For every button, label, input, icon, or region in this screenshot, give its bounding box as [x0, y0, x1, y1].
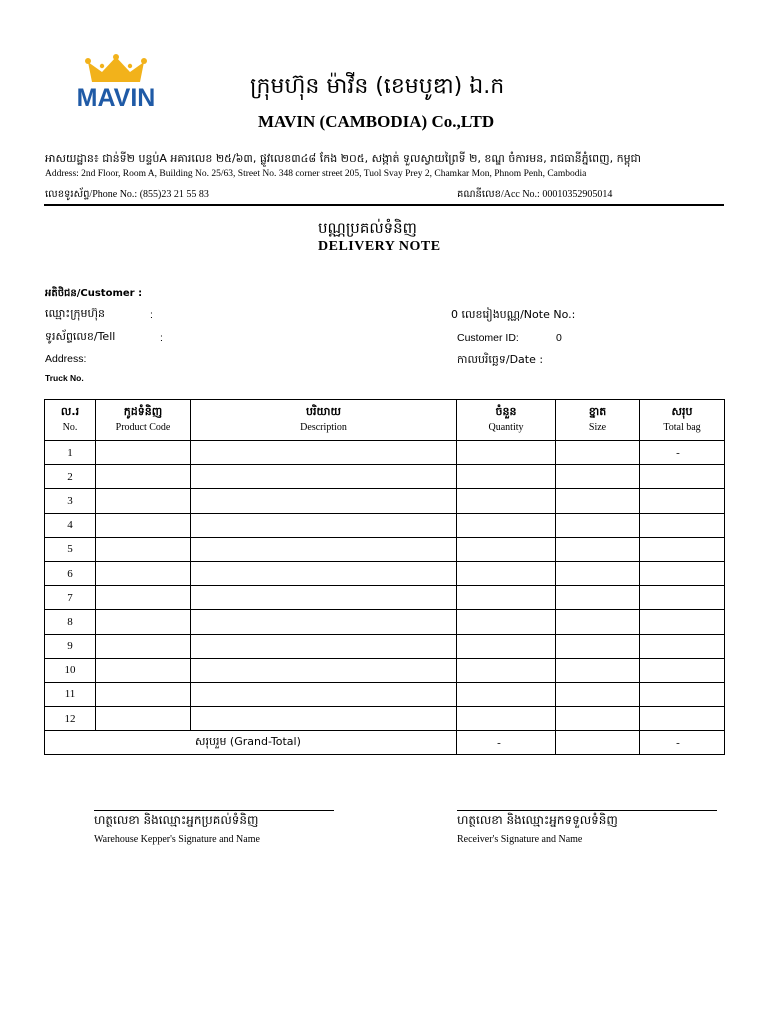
company-name-en: MAVIN (CAMBODIA) Co.,LTD [258, 112, 495, 131]
document-title-en: DELIVERY NOTE [318, 239, 441, 254]
row-number: 7 [45, 586, 96, 610]
company-logo [66, 54, 166, 110]
table-row [45, 465, 725, 489]
row-number: 12 [45, 707, 96, 731]
tel-label: ទូរស័ព្ទលេខ/Tell [45, 330, 116, 343]
address-en: Address: 2nd Floor, Room A, Building No. 25/63, Street No. 348 corner street 205, Tuol Svay Prey 2, Chamkar Mon, Phnom Penh, Cambodia [45, 169, 587, 179]
row-quantity [457, 586, 556, 610]
customer-heading: អតិថិជន/Customer : [45, 288, 143, 299]
row-number: 6 [45, 561, 96, 585]
table-row [45, 707, 725, 731]
row-number: 3 [45, 489, 96, 513]
row-total-bag [640, 610, 725, 634]
document-title-kh: បណ្ណប្រគល់ទំនិញ [318, 219, 417, 237]
customer-id-label: Customer ID: [457, 332, 519, 344]
row-total-bag [640, 658, 725, 682]
receiver-signature-label-kh: ហត្ថលេខា និងឈ្មោះអ្នកទទួលទំនិញ [457, 813, 618, 827]
grand-total-bag: - [640, 731, 725, 755]
row-description [191, 513, 457, 537]
row-number: 2 [45, 465, 96, 489]
row-quantity [457, 561, 556, 585]
row-number: 1 [45, 441, 96, 465]
table-row [45, 489, 725, 513]
row-quantity [457, 537, 556, 561]
row-description [191, 682, 457, 706]
row-description [191, 465, 457, 489]
row-quantity [457, 610, 556, 634]
col-header-product-code: កូដទំនិញ Product Code [96, 400, 191, 441]
row-total-bag [640, 634, 725, 658]
row-total-bag [640, 707, 725, 731]
warehouse-signature-label-kh: ហត្ថលេខា និងឈ្មោះអ្នកប្រគល់ទំនិញ [94, 813, 259, 827]
row-product-code [96, 537, 191, 561]
company-name-kh: ក្រុមហ៊ុន ម៉ាវីន (ខេមបូឌា) ឯ.ក [250, 74, 505, 99]
delivery-items-table [44, 399, 725, 755]
row-description [191, 658, 457, 682]
header-divider [44, 204, 724, 206]
date-label: កាលបរិច្ឆេទ/Date : [457, 353, 544, 366]
row-size [556, 561, 640, 585]
grand-total-row [45, 731, 725, 755]
row-description [191, 586, 457, 610]
row-description [191, 634, 457, 658]
row-product-code [96, 586, 191, 610]
truck-label: Truck No. [45, 373, 84, 383]
row-quantity [457, 634, 556, 658]
table-row [45, 561, 725, 585]
row-size [556, 441, 640, 465]
row-number: 11 [45, 682, 96, 706]
grand-total-label: សរុបរួម (Grand-Total) [45, 731, 457, 755]
row-size [556, 465, 640, 489]
row-number: 9 [45, 634, 96, 658]
row-size [556, 513, 640, 537]
row-size [556, 610, 640, 634]
row-size [556, 658, 640, 682]
grand-total-size [556, 731, 640, 755]
row-size [556, 682, 640, 706]
company-name-label: ឈ្មោះក្រុមហ៊ុន [45, 307, 105, 320]
row-quantity [457, 707, 556, 731]
company-name-colon: : [150, 309, 153, 321]
row-size [556, 489, 640, 513]
row-number: 8 [45, 610, 96, 634]
row-description [191, 561, 457, 585]
row-total-bag [640, 465, 725, 489]
row-quantity [457, 682, 556, 706]
row-description [191, 610, 457, 634]
col-header-quantity: ចំនួន Quantity [457, 400, 556, 441]
row-product-code [96, 658, 191, 682]
row-size [556, 634, 640, 658]
warehouse-signature-line [94, 810, 334, 811]
account-number: គណនីលេខ/Acc No.: 00010352905014 [457, 189, 613, 200]
row-size [556, 537, 640, 561]
row-size [556, 586, 640, 610]
table-row [45, 586, 725, 610]
row-total-bag [640, 537, 725, 561]
row-description [191, 441, 457, 465]
row-number: 4 [45, 513, 96, 537]
row-description [191, 489, 457, 513]
table-row [45, 537, 725, 561]
note-number-label: 0 លេខរៀងបណ្ណ/Note No.: [451, 308, 576, 321]
customer-id-value: 0 [556, 332, 562, 344]
row-number: 10 [45, 658, 96, 682]
phone-number: លេខទូរស័ព្ទ/Phone No.: (855)23 21 55 83 [45, 189, 209, 200]
col-header-no: ល.រ No. [45, 400, 96, 441]
row-product-code [96, 707, 191, 731]
row-quantity [457, 489, 556, 513]
row-total-bag [640, 682, 725, 706]
row-quantity [457, 441, 556, 465]
row-quantity [457, 658, 556, 682]
address-label: Address: [45, 353, 87, 365]
receiver-signature-line [457, 810, 717, 811]
row-total-bag: - [640, 441, 725, 465]
row-product-code [96, 441, 191, 465]
table-row [45, 441, 725, 465]
row-total-bag [640, 513, 725, 537]
row-product-code [96, 610, 191, 634]
row-product-code [96, 489, 191, 513]
row-total-bag [640, 561, 725, 585]
tel-colon: : [160, 332, 163, 344]
row-product-code [96, 465, 191, 489]
table-row [45, 513, 725, 537]
crown-icon [66, 54, 166, 86]
grand-total-quantity: - [457, 731, 556, 755]
row-product-code [96, 513, 191, 537]
row-product-code [96, 634, 191, 658]
row-quantity [457, 465, 556, 489]
receiver-signature-label-en: Receiver's Signature and Name [457, 834, 583, 845]
row-product-code [96, 561, 191, 585]
table-header-row [45, 400, 725, 441]
row-product-code [96, 682, 191, 706]
row-description [191, 707, 457, 731]
row-description [191, 537, 457, 561]
table-row [45, 658, 725, 682]
row-size [556, 707, 640, 731]
table-row [45, 682, 725, 706]
address-kh: អាសយដ្ឋាន៖ ជាន់ទី២ បន្ទប់A អគារលេខ ២៥/៦៣, ផ្លូវលេខ៣៤៨ កែង ២០៥, សង្កាត់ ទួលស្វាយព្រៃទី ២, ខណ្ឌ ចំការមន, រាជធានីភ្នំពេញ, កម្ពុជា [45, 152, 642, 165]
table-row [45, 634, 725, 658]
row-number: 5 [45, 537, 96, 561]
col-header-total-bag: សរុប Total bag [640, 400, 725, 441]
col-header-description: បរិយាយ Description [191, 400, 457, 441]
warehouse-signature-label-en: Warehouse Kepper's Signature and Name [94, 834, 260, 845]
table-row [45, 610, 725, 634]
row-total-bag [640, 586, 725, 610]
row-total-bag [640, 489, 725, 513]
col-header-size: ខ្នាត Size [556, 400, 640, 441]
row-quantity [457, 513, 556, 537]
logo-wordmark: MAVIN [76, 84, 156, 112]
